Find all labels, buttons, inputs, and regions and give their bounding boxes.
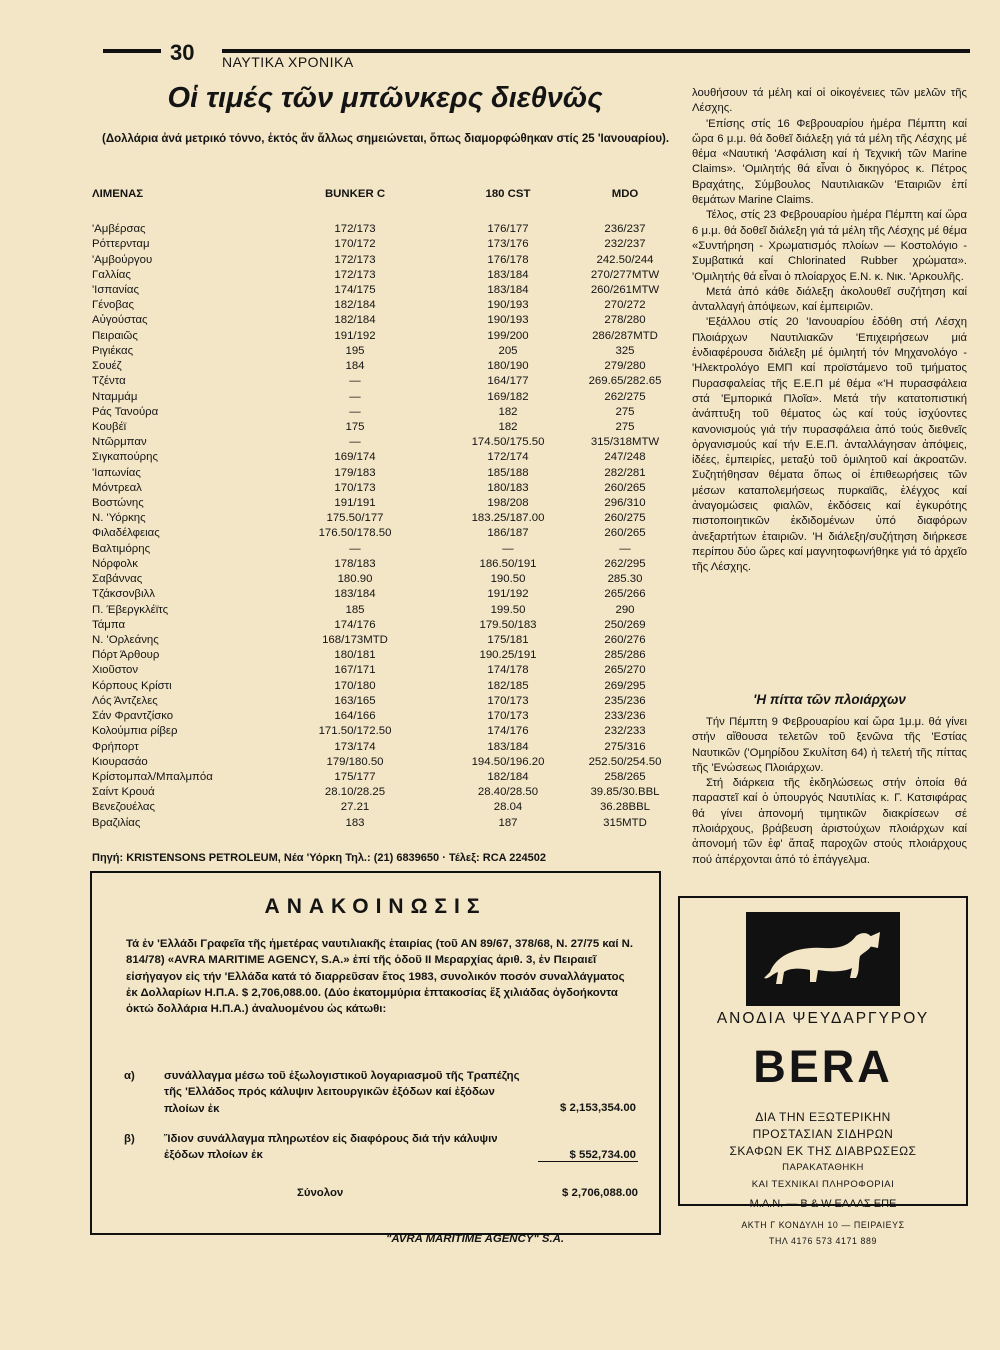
table-row	[92, 572, 682, 587]
price-cell: 186.50/191	[479, 557, 537, 570]
price-cell: 186/187	[487, 527, 529, 540]
price-cell: 182/184	[334, 299, 376, 312]
item-label: β)	[124, 1133, 135, 1145]
total-label: Σύνολον	[297, 1187, 344, 1199]
port-name: Τζέντα	[92, 375, 126, 388]
ad-text: ΣΚΑΦΩΝ ΕΚ ΤΗΣ ΔΙΑΒΡΩΣΕΩΣ	[729, 1144, 917, 1158]
price-cell: 190/193	[487, 314, 529, 327]
price-cell: 236/237	[604, 223, 646, 236]
port-name: Σάν Φραντζίσκο	[92, 710, 174, 723]
port-name: Γαλλίας	[92, 268, 131, 281]
price-cell: 28.40/28.50	[477, 786, 539, 799]
price-cell: 260/261MTW	[590, 283, 660, 296]
table-row	[92, 298, 682, 313]
price-cell: 178/183	[334, 557, 376, 570]
port-name: Ρόττερνταμ	[92, 238, 150, 251]
paragraph: 'Εξάλλου στίς 20 'Ιανουαρίου ἐδόθη στή Λέσχη Πλοιάρχων Ναυτιλιακῶν 'Επιχειρήσεων μιά ἐνδιαφέρουσα διάλεξη μέ ὁμιλητή τόν Μηχανολόγο - 'Ηλεκτρολόγο ΕΜΠ καί προϊστάμενο τοῦ τμήματος Πυρασφαλείας τῆς Ε.Ε.Π μέ θέμα «'Η πυρασφάλεια στά 'Εμπορικά Πλοῖα». Μετά τήν κατατοπιστική ἀνάπτυξη τοῦ θέματος ὡς καί τούς ἰσχύοντες κανονισμούς γιά τήν πυρασφάλεια ἀπό τούς διεθνεῖς ὀργανισμούς καί τήν Ε.Ε.Π. ἀνταλλάγησαν ἀπόψεις, ἰδέες, ἐμπειρίες, μεταξύ τοῦ ὁμιλητοῦ καί ἀκροατῶν. Συζητήθησαν θέματα ὅπως οἱ ἐπιθεωρήσεις τῶν μέσων καταπολεμήσεως πυρκαϊᾶς, ἐλέγχος καί ἀναγομώσεις φιαλῶν, ἐκδόσεις καί ἐγκυρότης πιστοποιητικῶν ἐκδιδομένων ὑπό διαφόρων ἀνεξαρτήτων ἑταιριῶν. 'Η διάλεξη/συζήτηση διήρκεσε περίπου δύο ὥρες καί μαγνητοφωνήθηκε γιά τό ἀρχεῖο τῆς Λέσχης.	[692, 316, 967, 574]
price-cell: 172/173	[334, 268, 376, 281]
ad-text: ΚΑΙ ΤΕΧΝΙΚΑΙ ΠΛΗΡΟΦΟΡΙΑΙ	[751, 1179, 895, 1190]
price-cell: 315/318MTW	[590, 436, 660, 449]
port-name: Ν. 'Υόρκης	[92, 512, 146, 525]
price-cell: 174/175	[334, 283, 376, 296]
price-cell: 179/183	[334, 466, 376, 479]
table-row	[92, 526, 682, 541]
port-name: Κουβέϊ	[92, 420, 127, 433]
page-number: 30	[170, 40, 195, 65]
table-row	[92, 587, 682, 602]
price-cell: 182	[498, 405, 518, 418]
price-cell: 176/178	[487, 253, 529, 266]
paragraph: Μετά ἀπό κάθε διάλεξη ἀκολουθεῖ συζήτηση καί ἀνταλλαγή ἀπόψεων, καί ἐμπειριῶν.	[692, 285, 967, 314]
table-row	[92, 511, 682, 526]
table-row	[92, 800, 682, 815]
port-name: Νταμμάμ	[92, 390, 138, 403]
port-name: Βραζιλίας	[92, 816, 141, 829]
table-row	[92, 466, 682, 481]
ad-text: ΠΑΡΑΚΑΤΑΘΗΚΗ	[782, 1162, 864, 1173]
price-cell: 260/265	[604, 481, 646, 494]
table-row	[92, 816, 682, 831]
price-cell: 269/295	[604, 679, 646, 692]
lion-logo-icon	[746, 912, 900, 1006]
price-cell: 172/174	[487, 451, 529, 464]
price-cell: —	[349, 375, 361, 388]
price-cell: 175/177	[334, 770, 376, 783]
port-name: Φιλαδέλφειας	[92, 527, 160, 540]
announcement-box	[90, 871, 661, 1235]
port-name: Βενεζουέλας	[92, 801, 155, 814]
price-cell: 262/295	[604, 557, 646, 570]
port-name: Ν. 'Ορλεάνης	[92, 634, 159, 647]
port-name: Κιουρασάο	[92, 755, 148, 768]
price-cell: 171.50/172.50	[318, 725, 392, 738]
port-name: 'Αμβούργου	[92, 253, 153, 266]
price-cell: 282/281	[604, 466, 646, 479]
item-label: α)	[124, 1070, 135, 1082]
port-name: Σαβάννας	[92, 573, 143, 586]
price-cell: 182/185	[487, 679, 529, 692]
port-name: Βαλτιμόρης	[92, 542, 151, 555]
port-name: Μόντρεαλ	[92, 481, 142, 494]
table-row	[92, 405, 682, 420]
price-cell: 173/176	[487, 238, 529, 251]
port-name: Λός Άντζελες	[92, 694, 158, 707]
column-header: 180 CST	[485, 188, 531, 200]
price-cell: 182	[498, 420, 518, 433]
port-name: Αὐγούστας	[92, 314, 148, 327]
table-row	[92, 389, 682, 404]
total-amount: $ 2,706,088.00	[561, 1187, 638, 1199]
price-cell: 265/266	[604, 588, 646, 601]
ad-address: ΑΚΤΗ Γ ΚΟΝΔΥΛΗ 10 — ΠΕΙΡΑΙΕΥΣ	[741, 1220, 905, 1230]
paragraph: Τήν Πέμπτη 9 Φεβρουαρίου καί ὥρα 1μ.μ. θά γίνει στήν αἴθουσα τελετῶν τοῦ ξενῶνα τῆς 'Εστίας Ναυτικῶν ('Ομηρίδου Σκυλίτση 64) ἡ τελετή τῆς πίττας τῆς 'Ενώσεως Πλοιάρχων.	[692, 716, 967, 774]
price-cell: 233/236	[604, 710, 646, 723]
price-cell: 194.50/196.20	[471, 755, 545, 768]
price-cell: 175.50/177	[326, 512, 384, 525]
price-cell: 182/184	[487, 770, 529, 783]
price-cell: 199.50	[490, 603, 526, 616]
price-cell: —	[349, 436, 361, 449]
price-cell: 198/208	[487, 497, 529, 510]
table-row	[92, 344, 682, 359]
price-cell: —	[619, 542, 631, 555]
table-row	[92, 481, 682, 496]
price-cell: 286/287MTD	[592, 329, 658, 342]
magazine-title: ΝΑΥΤΙΚΑ ΧΡΟΝΙΚΑ	[222, 54, 354, 70]
price-cell: 232/233	[604, 725, 646, 738]
price-cell: 275	[615, 420, 635, 433]
price-cell: 278/280	[604, 314, 646, 327]
price-cell: 232/237	[604, 238, 646, 251]
port-name: Κρίστομπαλ/Μπαλμπόα	[92, 770, 213, 783]
price-cell: 250/269	[604, 618, 646, 631]
table-row	[92, 374, 682, 389]
table-row	[92, 496, 682, 511]
price-cell: 275	[615, 405, 635, 418]
price-cell: 36.28BBL	[599, 801, 651, 814]
ad-text: ΔΙΑ ΤΗΝ ΕΞΩΤΕΡΙΚΗΝ	[755, 1110, 891, 1124]
price-cell: 205	[498, 344, 518, 357]
table-row	[92, 542, 682, 557]
port-name: Φρήπορτ	[92, 740, 139, 753]
column-header: BUNKER C	[324, 188, 386, 200]
table-header-row	[92, 188, 682, 222]
price-cell: 176.50/178.50	[318, 527, 392, 540]
price-cell: 175/181	[487, 634, 529, 647]
price-cell: 262/275	[604, 390, 646, 403]
price-cell: 275/316	[604, 740, 646, 753]
ad-phone: ΤΗΛ 4176 573 4171 889	[769, 1236, 877, 1246]
price-cell: 180/190	[487, 360, 529, 373]
price-cell: 199/200	[487, 329, 529, 342]
price-cell: 174/178	[487, 664, 529, 677]
price-cell: 184	[345, 360, 365, 373]
price-cell: 179/180.50	[326, 755, 384, 768]
item-amount: $ 552,734.00	[569, 1149, 636, 1161]
price-cell: 39.85/30.BBL	[590, 786, 660, 799]
price-cell: 190.25/191	[479, 649, 537, 662]
announcement-title: ΑΝΑΚΟΙΝΩΣΙΣ	[264, 895, 487, 918]
price-cell: 175	[345, 420, 365, 433]
port-name: Σαίντ Κρουά	[92, 786, 155, 799]
price-cell: 190/193	[487, 299, 529, 312]
price-cell: 180.90	[337, 573, 373, 586]
port-name: Βοστώνης	[92, 497, 144, 510]
price-cell: 183/184	[487, 740, 529, 753]
price-cell: 235/236	[604, 694, 646, 707]
price-cell: 179.50/183	[479, 618, 537, 631]
price-cell: 174/176	[334, 618, 376, 631]
port-name: Ριγιέκας	[92, 344, 134, 357]
price-cell: 183/184	[334, 588, 376, 601]
ad-text: ΠΡΟΣΤΑΣΙΑΝ ΣΙΔΗΡΩΝ	[752, 1127, 894, 1141]
price-cell: 242.50/244	[596, 253, 654, 266]
table-row	[92, 618, 682, 633]
sum-rule	[538, 1161, 638, 1162]
price-cell: 183.25/187.00	[471, 512, 545, 525]
port-name: Πειραιῶς	[92, 329, 138, 342]
price-cell: 247/248	[604, 451, 646, 464]
price-cell: 182/184	[334, 314, 376, 327]
column-header: ΛΙΜΕΝΑΣ	[92, 188, 144, 200]
price-cell: 170/173	[334, 481, 376, 494]
price-cell: 174/176	[487, 725, 529, 738]
paragraph: Τέλος, στίς 23 Φεβρουαρίου ἡμέρα Πέμπτη καί ὥρα 6 μ.μ. θά δοθεῖ διάλεξη γιά τά μέλη τῆς Λέσχης μέ θέμα «Συντήρηση - Χρωματισμός πλοίων — Κοστολόγιο - Συμβατικά καί Chlorinated Rubber χρώματα». 'Ομιλητής θά εἶναι ὁ πλοίαρχος Ε.Ν. κ. Νικ. 'Αρκουλῆς.	[692, 209, 967, 283]
price-cell: 164/166	[334, 710, 376, 723]
header-rule	[222, 49, 970, 53]
price-cell: 260/265	[604, 527, 646, 540]
table-row	[92, 237, 682, 252]
table-source: Πηγή: KRISTENSONS PETROLEUM, Νέα 'Υόρκη Τηλ.: (21) 6839650 · Τέλεξ: RCA 224502	[92, 852, 546, 864]
paragraph: λουθήσουν τά μέλη καί οἱ οἰκογένειες τῶν μελῶν τῆς Λέσχης.	[692, 87, 967, 115]
price-cell: 169/182	[487, 390, 529, 403]
price-cell: 168/173MTD	[322, 634, 388, 647]
table-row	[92, 359, 682, 374]
table-row	[92, 420, 682, 435]
table-row	[92, 252, 682, 267]
price-cell: 170/173	[487, 694, 529, 707]
table-row	[92, 709, 682, 724]
port-name: Νόρφολκ	[92, 557, 138, 570]
price-cell: 185	[345, 603, 365, 616]
table-row	[92, 663, 682, 678]
table-row	[92, 450, 682, 465]
price-cell: 27.21	[340, 801, 370, 814]
price-cell: 258/265	[604, 770, 646, 783]
price-cell: 180/181	[334, 649, 376, 662]
table-row	[92, 739, 682, 754]
port-name: Κολούμπια ρίβερ	[92, 725, 178, 738]
port-name: 'Ιαπωνίας	[92, 466, 141, 479]
price-cell: 187	[498, 816, 518, 829]
price-cell: 269.65/282.65	[588, 375, 662, 388]
table-row	[92, 283, 682, 298]
bunker-price-table	[92, 188, 682, 831]
paragraph: Στή διάρκεια τῆς ἐκδηλώσεως στήν ὁποία θά παραστεῖ καί ὁ ὑπουργός Ναυτιλίας κ. Γ. Κατσιφάρας θά γίνει ἀπονομή τιμητικῶν διακρίσεων σέ πλοιάρχους, βράβευση ἀριστούχων πλοιάρχων καί ἀπονομή τῶν ἐφ' ἅπαξ παροχῶν στούς πλοιάρχους πού ἀπέρχονται ἀπό τό ἐπάγγελμα.	[692, 777, 967, 866]
item-text: Ἴδιον συνάλλαγμα πληρωτέον εἰς διαφόρους διά τήν κάλυψιν ἐξόδων πλοίων ἐκ	[164, 1133, 498, 1162]
price-cell: 174.50/175.50	[471, 436, 545, 449]
paragraph: 'Επίσης στίς 16 Φεβρουαρίου ἡμέρα Πέμπτη καί ὥρα 6 μ.μ. θά δοθεῖ διάλεξη γιά τά μέλη τῆς Λέσχης μέ θέμα «Ναυτική 'Ασφάλιση καί ἡ Τεχνική τῶν Marine Claims». 'Ομιλητής θά εἶναι ὁ δικηγόρος κ. Πέτρος Βραχάτης, Σύμβουλος Ναυτιλιακῶν 'Εταιριῶν ἐπί θεμάτων Marine Claims.	[692, 117, 967, 207]
announcement-signature: "AVRA MARITIME AGENCY" S.A.	[386, 1233, 565, 1245]
price-cell: 260/275	[604, 512, 646, 525]
price-cell: 285/286	[604, 649, 646, 662]
price-cell: 285.30	[607, 573, 643, 586]
port-name: Σιγκαπούρης	[92, 451, 158, 464]
price-cell: 270/277MTW	[590, 268, 660, 281]
table-row	[92, 648, 682, 663]
price-cell: 180/183	[487, 481, 529, 494]
header-rule	[103, 49, 161, 53]
price-cell: 170/173	[487, 710, 529, 723]
price-cell: 252.50/254.50	[588, 755, 662, 768]
price-cell: 191/192	[487, 588, 529, 601]
price-cell: 190.50	[490, 573, 526, 586]
price-cell: —	[502, 542, 514, 555]
price-cell: 169/174	[334, 451, 376, 464]
price-cell: 191/192	[334, 329, 376, 342]
table-row	[92, 313, 682, 328]
item-amount: $ 2,153,354.00	[559, 1102, 636, 1114]
table-row	[92, 222, 682, 237]
price-cell: 163/165	[334, 694, 376, 707]
price-cell: 260/276	[604, 634, 646, 647]
port-name: Ράς Τανούρα	[92, 405, 159, 418]
bera-advertisement	[678, 896, 968, 1246]
port-name: Τάμπα	[92, 618, 126, 631]
port-name: Ντῶρμπαν	[92, 436, 147, 449]
table-row	[92, 557, 682, 572]
price-cell: 191/191	[334, 497, 376, 510]
price-cell: 183	[345, 816, 365, 829]
price-cell: 176/177	[487, 223, 529, 236]
price-cell: 167/171	[334, 664, 376, 677]
item-text: συνάλλαγμα μέσω τοῦ ἐξωλογιστικοῦ λογαριασμοῦ τῆς Τραπέζης τῆς 'Ελλάδος πρός κάλυψιν λειτουργικῶν ἐξόδων καί ἐξόδων πλοίων ἐκ	[164, 1070, 520, 1115]
port-name: Π. Έβεργκλέϊτς	[92, 603, 169, 616]
column-header: MDO	[611, 188, 639, 200]
table-row	[92, 755, 682, 770]
article-intro: (Δολλάρια ἀνά μετρικό τόννο, ἐκτός ἄν ἄλλως σημειώνεται, ὅπως διαμορφώθηκαν στίς 25 'Ιανουαρίου).	[102, 133, 670, 145]
price-cell: 172/173	[334, 223, 376, 236]
pie-article	[692, 715, 967, 868]
price-cell: 296/310	[604, 497, 646, 510]
table-row	[92, 785, 682, 800]
article-title: Οἱ τιμές τῶν μπῶνκερς διεθνῶς	[167, 82, 603, 114]
price-cell: 183/184	[487, 283, 529, 296]
price-cell: 28.10/28.25	[324, 786, 386, 799]
price-cell: 325	[615, 344, 635, 357]
port-name: 'Ισπανίας	[92, 283, 139, 296]
price-cell: —	[349, 405, 361, 418]
price-cell: 183/184	[487, 268, 529, 281]
price-cell: 172/173	[334, 253, 376, 266]
ad-brand: BERA	[753, 1041, 893, 1092]
pie-heading: 'Η πίττα τῶν πλοιάρχων	[753, 692, 906, 707]
table-row	[92, 435, 682, 450]
price-cell: 185/188	[487, 466, 529, 479]
price-cell: 173/174	[334, 740, 376, 753]
port-name: 'Αμβέρσας	[92, 223, 146, 236]
price-cell: —	[349, 542, 361, 555]
price-cell: 170/180	[334, 679, 376, 692]
table-row	[92, 602, 682, 617]
port-name: Πόρτ Άρθουρ	[92, 649, 160, 662]
right-column-text	[692, 86, 967, 576]
price-cell: 164/177	[487, 375, 529, 388]
table-row	[92, 694, 682, 709]
table-row	[92, 679, 682, 694]
price-cell: 290	[615, 603, 635, 616]
price-cell: 315MTD	[603, 816, 647, 829]
ad-company: Μ.Α.Ν. — Β & W ΕΛΛΑΣ ΕΠΕ	[749, 1198, 897, 1210]
table-row	[92, 268, 682, 283]
price-cell: 170/172	[334, 238, 376, 251]
price-cell: 265/270	[604, 664, 646, 677]
port-name: Κόρπους Κρίστι	[92, 679, 172, 692]
price-cell: 279/280	[604, 360, 646, 373]
price-cell: —	[349, 390, 361, 403]
port-name: Σουέζ	[92, 360, 122, 373]
price-cell: 195	[345, 344, 365, 357]
table-row	[92, 724, 682, 739]
price-cell: 270/272	[604, 299, 646, 312]
announcement-body: Τά ἐν 'Ελλάδι Γραφεῖα τῆς ἡμετέρας ναυτιλιακῆς ἑταιρίας (τοῦ ΑΝ 89/67, 378/68, Ν. 27/75 καί Ν. 814/78) «AVRA MARITIME AGENCY, S.A.» ἐπί τῆς ὁδοῦ ΙΙ Μεραρχίας ἀριθ. 3, ἐν Πειραιεῖ εἰσήγαγον εἰς τήν 'Ελλάδα κατά τό διαρρεῦσαν ἔτος 1983, συνολικόν ποσόν συναλλάγματος ἐκ Δολλαρίων Η.Π.Α. $ 2,706,088.00. (Δύο ἑκατομμύρια ἑπτακοσίας ἕξ χιλιάδας ὀγδοήκοντα ὀκτώ δολλάρια Η.Π.Α.) ἀναλυομένου ὡς κάτωθι:	[126, 938, 634, 1016]
port-name: Χιοῦστον	[92, 664, 139, 677]
port-name: Τζάκσονβιλλ	[92, 588, 155, 601]
table-row	[92, 770, 682, 785]
price-cell: 28.04	[493, 801, 523, 814]
port-name: Γένοβας	[92, 299, 135, 312]
ad-tagline: ΑΝΟΔΙΑ ΨΕΥΔΑΡΓΥΡΟΥ	[716, 1010, 930, 1027]
table-row	[92, 329, 682, 344]
table-row	[92, 633, 682, 648]
